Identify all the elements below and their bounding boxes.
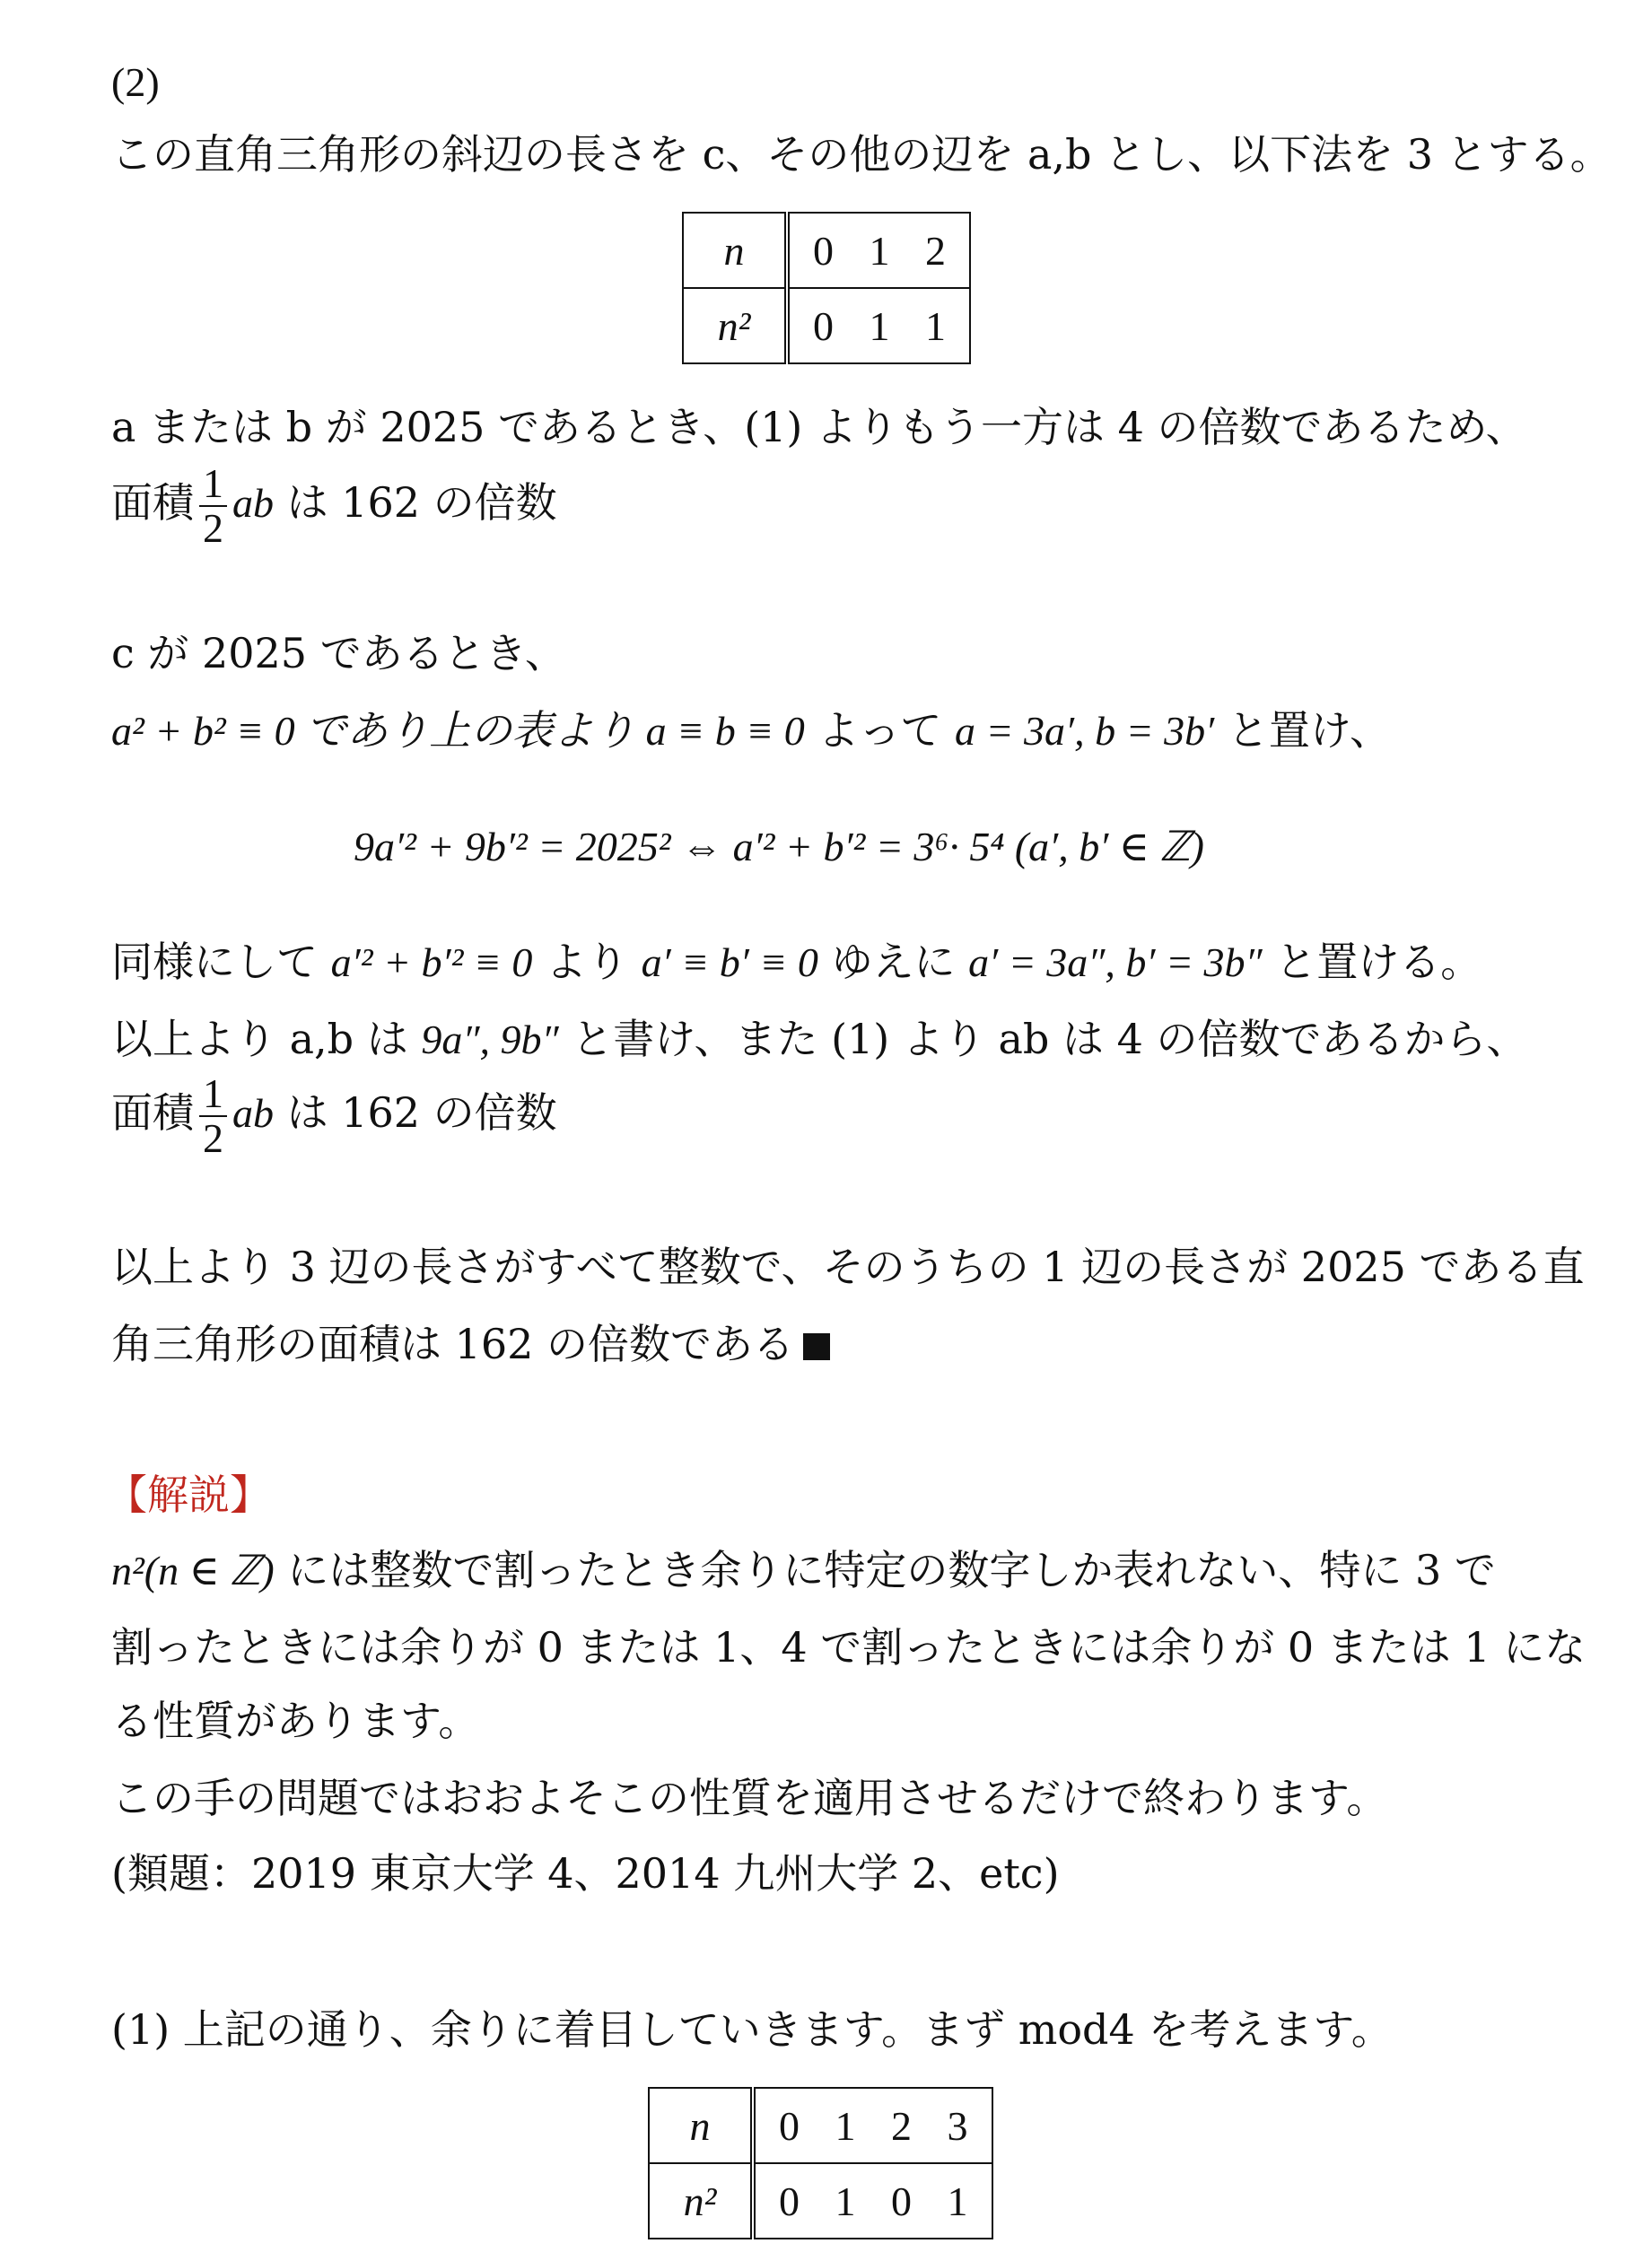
text-segment: には整数で割ったとき余りに特定の数字しか表れない、特に 3 で: [274, 1546, 1496, 1594]
area-prefix: 面積: [111, 478, 194, 527]
explanation-line-4: この手の問題ではおおよそこの性質を適用させるだけで終わります。: [111, 1774, 1388, 1822]
text-segment: と書け、また (1) より ab は 4 の倍数であるから、: [558, 1015, 1528, 1063]
table-values-n-squared: 0 1 1: [787, 288, 970, 363]
explanation-line-5: (類題：2019 東京大学 4、2014 九州大学 2、etc): [111, 1849, 1060, 1898]
fraction-half: [199, 462, 227, 550]
equation-line: 9a′² + 9b′² = 2025² ⇔ a′² + b′² = 3⁶· 5⁴ (a′, b′ ∈ ℤ): [354, 824, 1204, 869]
text-segment: 同様にして: [111, 938, 331, 986]
final-text: 角三角形の面積は 162 の倍数である: [111, 1320, 795, 1368]
area-line-2: [111, 1068, 557, 1160]
text-segment: 以上より a,b は: [111, 1015, 422, 1063]
fraction-denominator: 2: [203, 505, 223, 551]
table-head-n-squared: n²: [683, 288, 787, 363]
substitution: a = 3a′, b = 3b′: [955, 708, 1215, 754]
qed-square-icon: [803, 1333, 830, 1360]
table-row: [649, 2088, 992, 2163]
text-segment: と置ける。: [1262, 938, 1482, 986]
final-line-2: [111, 1317, 830, 1371]
n-squared-integer: n²(n ∈ ℤ): [111, 1548, 275, 1593]
prime-sum-congruence: a′² + b′² ≡ 0: [330, 939, 533, 985]
area-prefix: 面積: [111, 1088, 194, 1137]
area-line-1: [111, 458, 557, 550]
table-values-n: 0 1 2: [787, 213, 970, 288]
ab-congruence: a ≡ b ≡ 0: [645, 708, 805, 754]
table-row: [683, 288, 970, 363]
double-prime-form: 9a″, 9b″: [421, 1017, 559, 1062]
area-suffix: は 162 の倍数: [286, 478, 557, 527]
explanation-line-1: [111, 1543, 1496, 1598]
text-segment: より: [532, 938, 642, 986]
text-segment: と置け、: [1214, 706, 1392, 755]
final-line-1: 以上より 3 辺の長さがすべて整数で、そのうちの 1 辺の長さが 2025 である直: [111, 1243, 1585, 1291]
fraction-numerator: 1: [199, 462, 227, 507]
explanation-heading: 【解説】: [106, 1471, 271, 1519]
case-ab-line: a または b が 2025 であるとき、(1) よりもう一方は 4 の倍数であるため、: [111, 403, 1527, 451]
fraction-denominator: 2: [203, 1115, 223, 1161]
explanation-line-2: 割ったときには余りが 0 または 1、4 で割ったときには余りが 0 または 1 にな: [111, 1623, 1586, 1672]
prime-congruence: a′ ≡ b′ ≡ 0: [641, 939, 818, 985]
table-values-n: 0 1 2 3: [753, 2088, 992, 2163]
table-row: [683, 213, 970, 288]
case-c-line-1: c が 2025 であるとき、: [111, 629, 566, 677]
explanation-line-3: る性質があります。: [111, 1697, 480, 1745]
text-segment: よって: [804, 706, 956, 755]
double-prime-substitution: a′ = 3a″, b′ = 3b″: [968, 939, 1263, 985]
table-row: [649, 2163, 992, 2239]
text-segment: ゆえに: [817, 938, 969, 986]
mod3-table: [682, 212, 971, 364]
part1-intro: (1) 上記の通り、余りに着目していきます。まず mod4 を考えます。: [111, 2005, 1393, 2054]
area-suffix: は 162 の倍数: [286, 1088, 557, 1137]
fraction-numerator: 1: [199, 1072, 227, 1117]
fraction-half: [199, 1072, 227, 1160]
case-c-line-2: [111, 703, 1391, 758]
mod4-table: [648, 2087, 993, 2239]
table-head-n: n: [649, 2088, 753, 2163]
sum-squares-congruence: a² + b² ≡ 0 であり上の表より: [111, 708, 646, 754]
intro-text: この直角三角形の斜辺の長さを c、その他の辺を a,b とし、以下法を 3 とする。: [111, 130, 1612, 179]
table-head-n-squared: n²: [649, 2163, 753, 2239]
area-variable: ab: [232, 480, 274, 526]
part-label: (2): [111, 59, 160, 105]
similar-line: [111, 935, 1482, 990]
table-head-n: n: [683, 213, 787, 288]
area-variable: ab: [232, 1090, 274, 1136]
table-values-n-squared: 0 1 0 1: [753, 2163, 992, 2239]
conclusion-line: [111, 1012, 1528, 1067]
